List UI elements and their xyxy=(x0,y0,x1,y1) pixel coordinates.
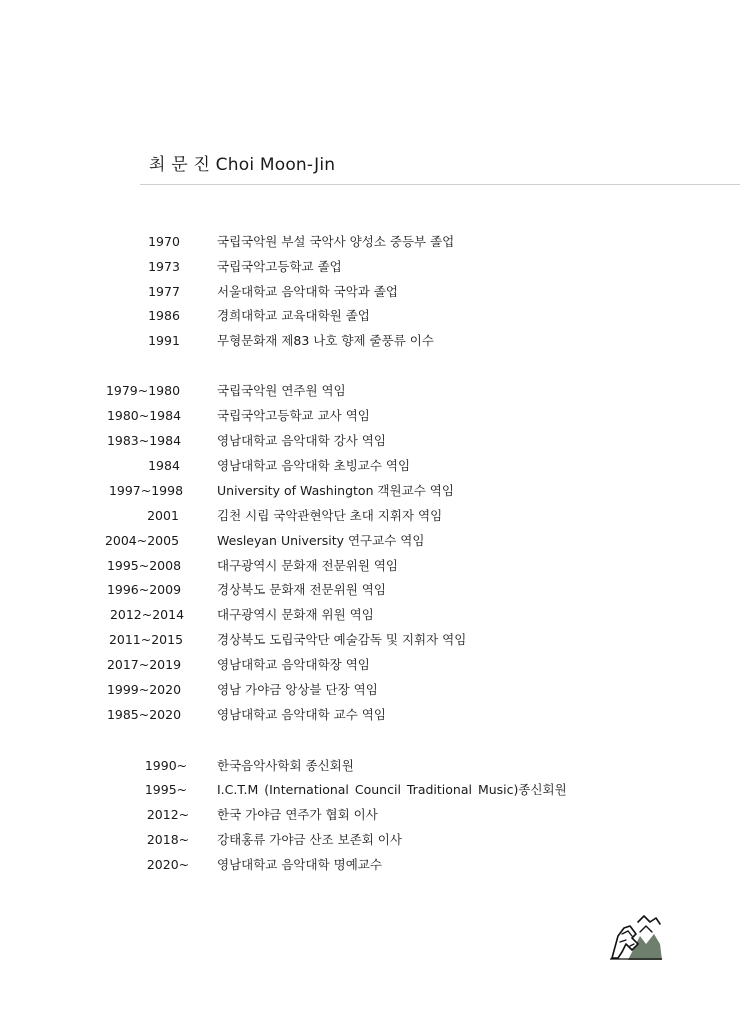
career-row xyxy=(0,678,740,702)
career-row xyxy=(0,578,740,602)
membership-row xyxy=(0,853,740,877)
career-row xyxy=(0,628,740,652)
entry-text: 대구광역시 문화재 위원 역임 xyxy=(217,607,374,622)
career-row xyxy=(0,603,740,627)
education-row xyxy=(0,304,740,328)
year-label: 1990~ xyxy=(144,758,188,773)
career-row xyxy=(0,703,740,727)
entry-text: 경희대학교 교육대학원 졸업 xyxy=(217,308,370,323)
entry-text: 국립국악원 부설 국악사 양성소 중등부 졸업 xyxy=(217,234,455,249)
year-label: 1999~2020 xyxy=(106,682,182,697)
entry-text: 국립국악고등학교 졸업 xyxy=(217,259,342,274)
entry-text: 경상북도 도립국악단 예술감독 및 지휘자 역임 xyxy=(217,632,467,647)
career-row xyxy=(0,404,740,428)
career-row xyxy=(0,454,740,478)
year-label: 2017~2019 xyxy=(106,657,182,672)
education-row xyxy=(0,230,740,254)
membership-row xyxy=(0,754,740,778)
entry-text: 한국음악사학회 종신회원 xyxy=(217,758,354,773)
entry-text: 서울대학교 음악대학 국악과 졸업 xyxy=(217,284,398,299)
career-row xyxy=(0,504,740,528)
membership-row xyxy=(0,828,740,852)
entry-text: 영남대학교 음악대학장 역임 xyxy=(217,657,370,672)
entry-text: 국립국악고등학교 교사 역임 xyxy=(217,408,370,423)
membership-row xyxy=(0,803,740,827)
career-row xyxy=(0,479,740,503)
year-label: 1970 xyxy=(148,234,180,249)
year-label: 2011~2015 xyxy=(108,632,184,647)
entry-text: 김천 시립 국악관현악단 초대 지휘자 역임 xyxy=(217,508,443,523)
career-row xyxy=(0,379,740,403)
entry-text: 대구광역시 문화재 전문위원 역임 xyxy=(217,558,398,573)
mountain-emblem-icon xyxy=(608,914,662,960)
education-row xyxy=(0,280,740,304)
year-label: 2020~ xyxy=(146,857,190,872)
year-label: 2012~2014 xyxy=(109,607,185,622)
entry-text: I.C.T.M (International Council Traditional Music)종신회원 xyxy=(217,782,567,797)
entry-text: 무형문화재 제83 나호 향제 줄풍류 이수 xyxy=(217,333,434,348)
career-row xyxy=(0,529,740,553)
entry-text: 강태홍류 가야금 산조 보존회 이사 xyxy=(217,832,402,847)
year-label: 1986 xyxy=(148,308,180,323)
education-row xyxy=(0,329,740,353)
entry-text: 영남대학교 음악대학 초빙교수 역임 xyxy=(217,458,411,473)
year-label: 1995~2008 xyxy=(106,558,182,573)
entry-text: University of Washington 객원교수 역임 xyxy=(217,483,454,498)
entry-text: 경상북도 문화재 전문위원 역임 xyxy=(217,582,386,597)
membership-row xyxy=(0,778,740,802)
year-label: 1973 xyxy=(148,259,180,274)
year-label: 1977 xyxy=(148,284,180,299)
year-label: 2001 xyxy=(147,508,179,523)
year-label: 1979~1980 xyxy=(105,383,181,398)
entry-text: 영남 가야금 앙상블 단장 역임 xyxy=(217,682,378,697)
entry-text: Wesleyan University 연구교수 역임 xyxy=(217,533,425,548)
education-row xyxy=(0,255,740,279)
career-row xyxy=(0,653,740,677)
entry-text: 한국 가야금 연주가 협회 이사 xyxy=(217,807,378,822)
year-label: 1983~1984 xyxy=(106,433,182,448)
year-label: 1984 xyxy=(148,458,180,473)
career-row xyxy=(0,429,740,453)
year-label: 1997~1998 xyxy=(108,483,184,498)
entry-text: 영남대학교 음악대학 명예교수 xyxy=(217,857,382,872)
year-label: 2004~2005 xyxy=(104,533,180,548)
year-label: 1996~2009 xyxy=(106,582,182,597)
year-label: 1980~1984 xyxy=(106,408,182,423)
year-label: 2018~ xyxy=(146,832,190,847)
entry-text: 영남대학교 음악대학 교수 역임 xyxy=(217,707,386,722)
year-label: 1985~2020 xyxy=(106,707,182,722)
entry-text: 영남대학교 음악대학 강사 역임 xyxy=(217,433,386,448)
entry-text: 국립국악원 연주원 역임 xyxy=(217,383,346,398)
year-label: 2012~ xyxy=(146,807,190,822)
year-label: 1991 xyxy=(148,333,180,348)
year-label: 1995~ xyxy=(144,782,188,797)
career-row xyxy=(0,554,740,578)
page-title: 최 문 진 Choi Moon-Jin xyxy=(149,155,336,175)
